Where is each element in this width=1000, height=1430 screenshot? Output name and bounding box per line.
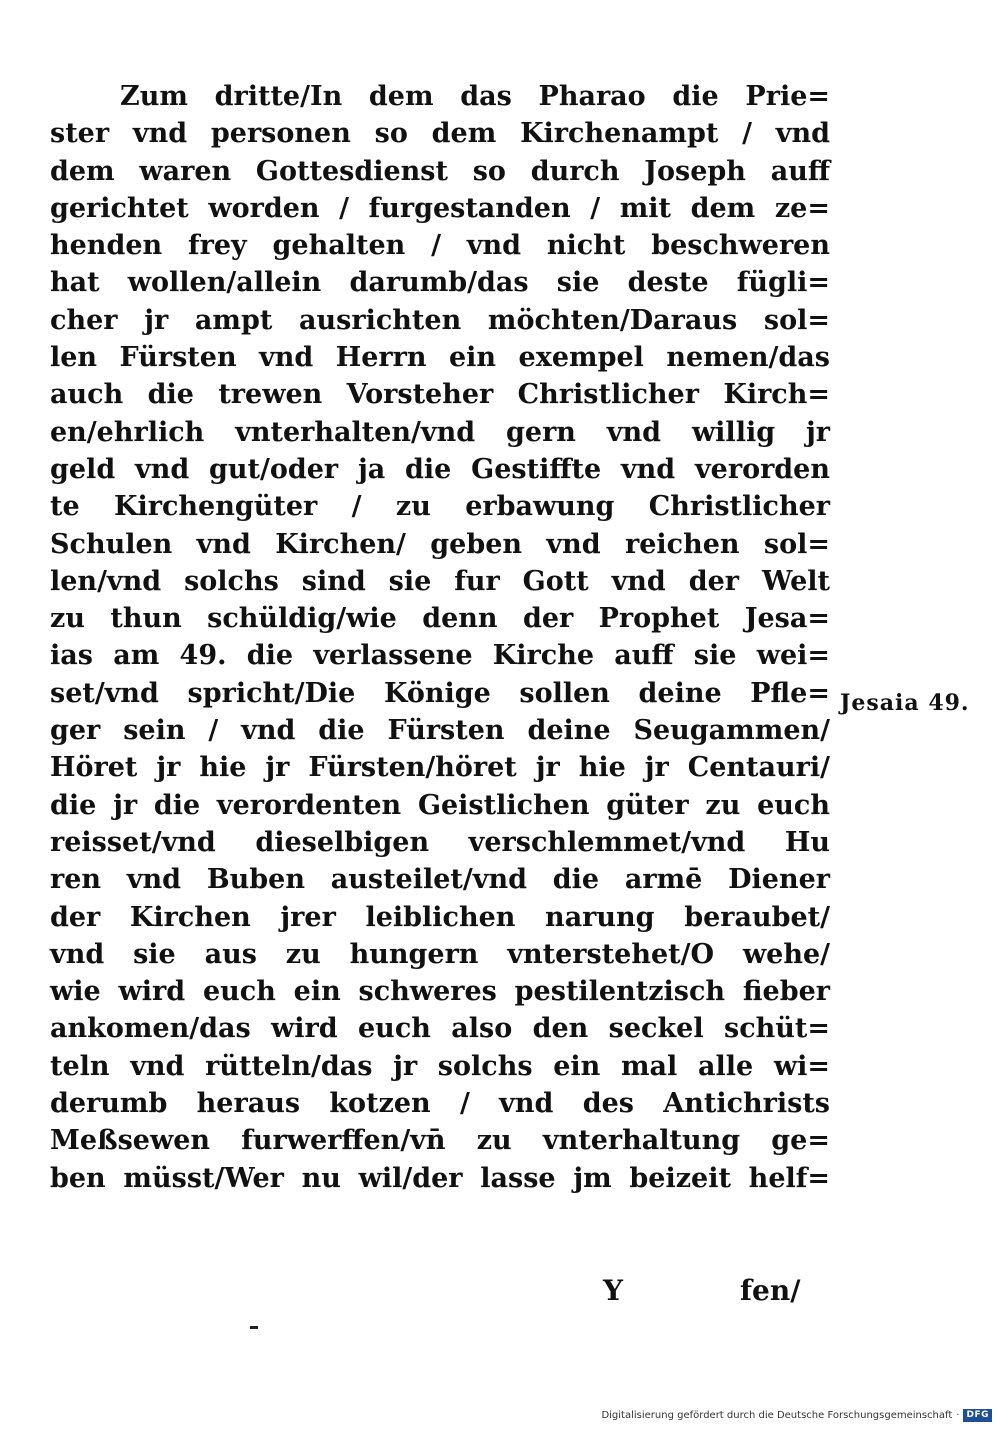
text-line-7: cher jr ampt ausrichten möchten/Daraus sol= [50, 304, 830, 336]
text-line-12: te Kirchengüter / zu erbawung Christlicher [50, 491, 830, 523]
text-line-16: ias am 49. die verlassene Kirche auff sie wei= [50, 640, 830, 672]
text-line-10: en/ehrlich vnterhalten/vnd gern vnd willig jr [50, 416, 830, 448]
text-line-21: reisset/vnd dieselbigen verschlemmet/vnd Hu [50, 826, 830, 858]
text-line-27: teln vnd rütteln/das jr solchs ein mal alle wi= [50, 1050, 830, 1082]
text-line-25: wie wird euch ein schweres pestilentzisch fieber [50, 976, 830, 1008]
text-line-23: der Kirchen jrer leiblichen narung beraubet/ [50, 901, 830, 933]
text-line-4: gerichtet worden / furgestanden / mit dem ze= [50, 192, 830, 224]
marginal-note: Jesaia 49. [840, 690, 970, 716]
text-line-26: ankomen/das wird euch also den seckel schüt= [50, 1013, 830, 1045]
text-line-18: ger sein / vnd die Fürsten deine Seugammen/ [50, 715, 830, 747]
dfg-logo: DFG [963, 1409, 992, 1422]
text-line-30: ben müsst/Wer nu wil/der lasse jm beizeit helf= [50, 1162, 830, 1194]
text-line-17: set/vnd spricht/Die Könige sollen deine Pfle= [50, 677, 830, 709]
text-line-29: Meßsewen furwerffen/vn̄ zu vnterhaltung ge= [50, 1125, 830, 1157]
text-line-22: ren vnd Buben austeilet/vnd die armē Diener [50, 864, 830, 896]
footer-separator: · [956, 1409, 960, 1421]
text-line-14: len/vnd solchs sind sie fur Gott vnd der Welt [50, 565, 830, 597]
text-line-15: zu thun schüldig/wie denn der Prophet Jesa= [50, 603, 830, 635]
text-line-9: auch die trewen Vorsteher Christlicher Kirch= [50, 379, 830, 411]
footer-credit: Digitalisierung gefördert durch die Deutsche Forschungsgemeinschaft [601, 1409, 953, 1421]
text-line-19: Höret jr hie jr Fürsten/höret jr hie jr Centauri/ [50, 752, 830, 784]
text-line-13: Schulen vnd Kirchen/ geben vnd reichen sol= [50, 528, 830, 560]
text-line-2: ster vnd personen so dem Kirchenampt / vnd [50, 118, 830, 150]
text-line-6: hat wollen/allein darumb/das sie deste fügli= [50, 267, 830, 299]
text-line-11: geld vnd gut/oder ja die Gestiffte vnd verorden [50, 453, 830, 485]
text-line-24: vnd sie aus zu hungern vnterstehet/O wehe/ [50, 938, 830, 970]
digitization-footer [601, 1406, 992, 1424]
catchword: fen/ [740, 1274, 801, 1307]
text-line-5: henden frey gehalten / vnd nicht beschweren [50, 230, 830, 262]
text-line-3: dem waren Gottesdienst so durch Joseph auff [50, 155, 830, 187]
text-line-28: derumb heraus kotzen / vnd des Antichrists [50, 1088, 830, 1120]
ink-speck [250, 1326, 258, 1329]
text-line-1: Zum dritte/In dem das Pharao die Prie= [120, 81, 830, 112]
signature-mark: Y [603, 1274, 623, 1307]
text-line-8: len Fürsten vnd Herrn ein exempel nemen/das [50, 342, 830, 374]
text-line-20: die jr die verordenten Geistlichen güter zu euch [50, 789, 830, 821]
body-text [50, 78, 830, 1197]
